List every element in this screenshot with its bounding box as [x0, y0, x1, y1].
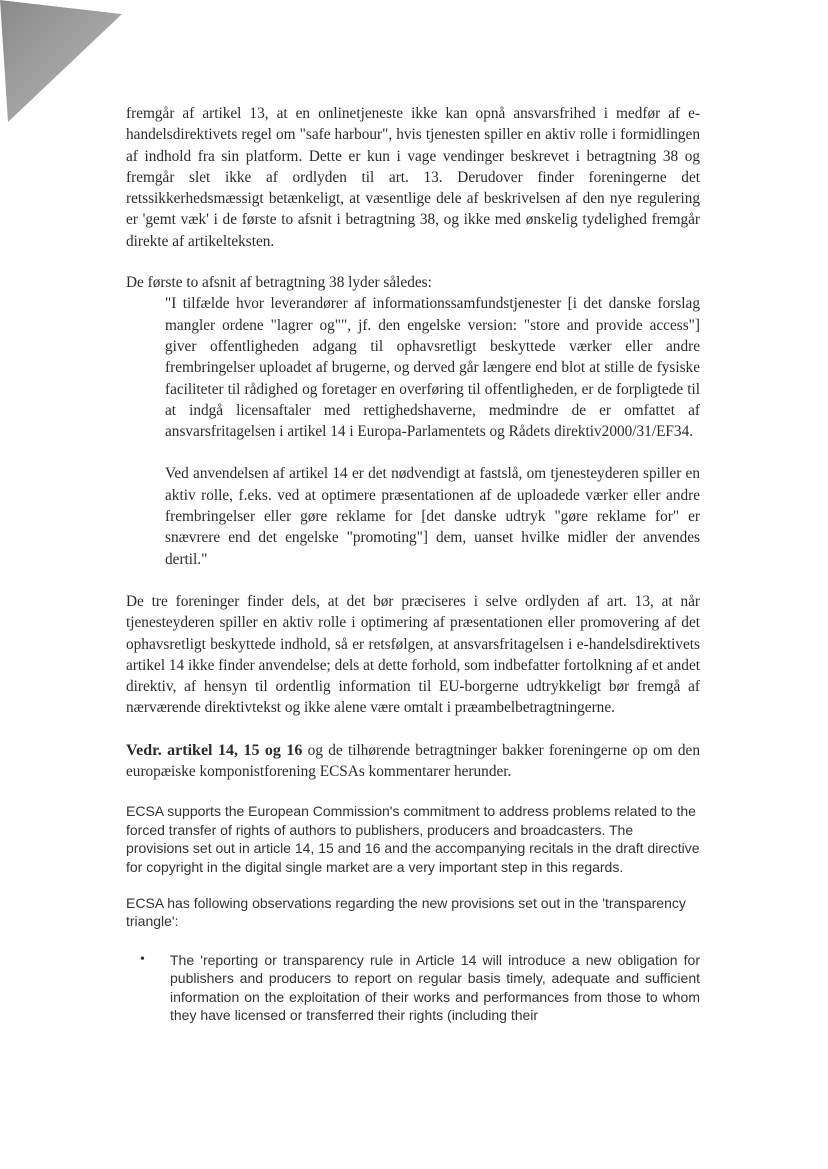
paragraph-three-associations: De tre foreninger finder dels, at det bør præciseres i selve ordlyden af art. 13, at når tjenesteyderen spiller en aktiv rolle i optimering af præsentationen eller promovering af det ophavsretligt beskyttede indhold, så er retsfølgen, at ansvarsfritagelsen i e-handelsdirektivets artikel 14 ikke finder anvendelse; dels at dette forhold, som indbefatter fortolkning af et andet direktiv, af hensyn til ordentlig information til EU-borgerne udtrykkeligt bør fremgå af nærværende direktivtekst og ikke alene være omtalt i præambelbetragtningerne. [126, 592, 700, 717]
ecsa-paragraph-2: ECSA has following observations regarding the new provisions set out in the 'transparency triangle': [126, 894, 686, 930]
bullet-item [140, 951, 700, 1025]
quote-paragraph-2: Ved anvendelsen af artikel 14 er det nødvendigt at fastslå, om tjenesteyderen spiller en aktiv rolle, f.eks. ved at optimere præsentationen af de uploadede værker eller andre frembringelser eller gøre reklame for [det danske udtryk "gøre reklame for" er snævrere end det engelske "promoting"] dem, uanset hvilke midler der anvendes dertil." [165, 465, 700, 568]
recital-38-quote [165, 293, 700, 570]
bullet-text: The 'reporting or transparency rule in Article 14 will introduce a new obligation for publishers and producers to report on regular basis timely, adequate and sufficient information on the exploitation of their works and performances from those to whom they have licensed or transferred their rights (including their [170, 951, 700, 1023]
paragraph-articles-14-16 [126, 740, 700, 783]
articles-heading: Vedr. artikel 14, 15 og 16 [126, 741, 303, 759]
articles-text: og de tilhørende betragtninger bakker foreningerne op om den europæiske komponistforening ECSAs kommentarer herunder. [126, 741, 700, 781]
folded-corner [0, 0, 125, 125]
paragraph-article-13: fremgår af artikel 13, at en onlinetjeneste ikke kan opnå ansvarsfrihed i medfør af e-handelsdirektivets regel om "safe harbour", hvis tjenesten spiller en aktiv rolle i formidlingen af indhold fra sin platform. Dette er kun i vage vendinger beskrevet i betragtning 38 og fremgår slet ikke af ordlyden til art. 13. Derudover finder foreningerne det retssikkerhedsmæssigt betænkeligt, at væsentlige dele af beskrivelsen af den nye regulering er 'gemt væk' i de første to afsnit i betragtning 38, og ikke med ønskelig tydelighed fremgår direkte af artikelteksten. [126, 105, 700, 250]
ecsa-paragraph-1: ECSA supports the European Commission's commitment to address problems related to the forced transfer of rights of authors to publishers, producers and broadcasters. The provisions set out in article 14, 15 and 16 and the accompanying recitals in the draft directive for copyright in the digital single market are a very important step in this regards. [126, 803, 700, 875]
quote-paragraph-1: "I tilfælde hvor leverandører af informationssamfundstjenester [i det danske forslag mangler ordene "lagrer og"", jf. den engelske version: "store and provide access"] giver offentligheden adgang til ophavsretligt beskyttede værker eller andre frembringelser uploadet af brugerne, og derved går længere end blot at stille de fysiske faciliteter til rådighed og foretager en overføring til offentligheden, er de forpligtede til at indgå licensaftaler med rettighedshaverne, medmindre de er omfattet af ansvarsfritagelsen i artikel 14 i Europa-Parlamentets og Rådets direktiv2000/31/EF34. [165, 295, 700, 441]
bullet-symbol: • [140, 951, 145, 967]
document-page [126, 103, 700, 1024]
recital-38-intro: De første to afsnit af betragtning 38 lyder således: [126, 274, 432, 292]
